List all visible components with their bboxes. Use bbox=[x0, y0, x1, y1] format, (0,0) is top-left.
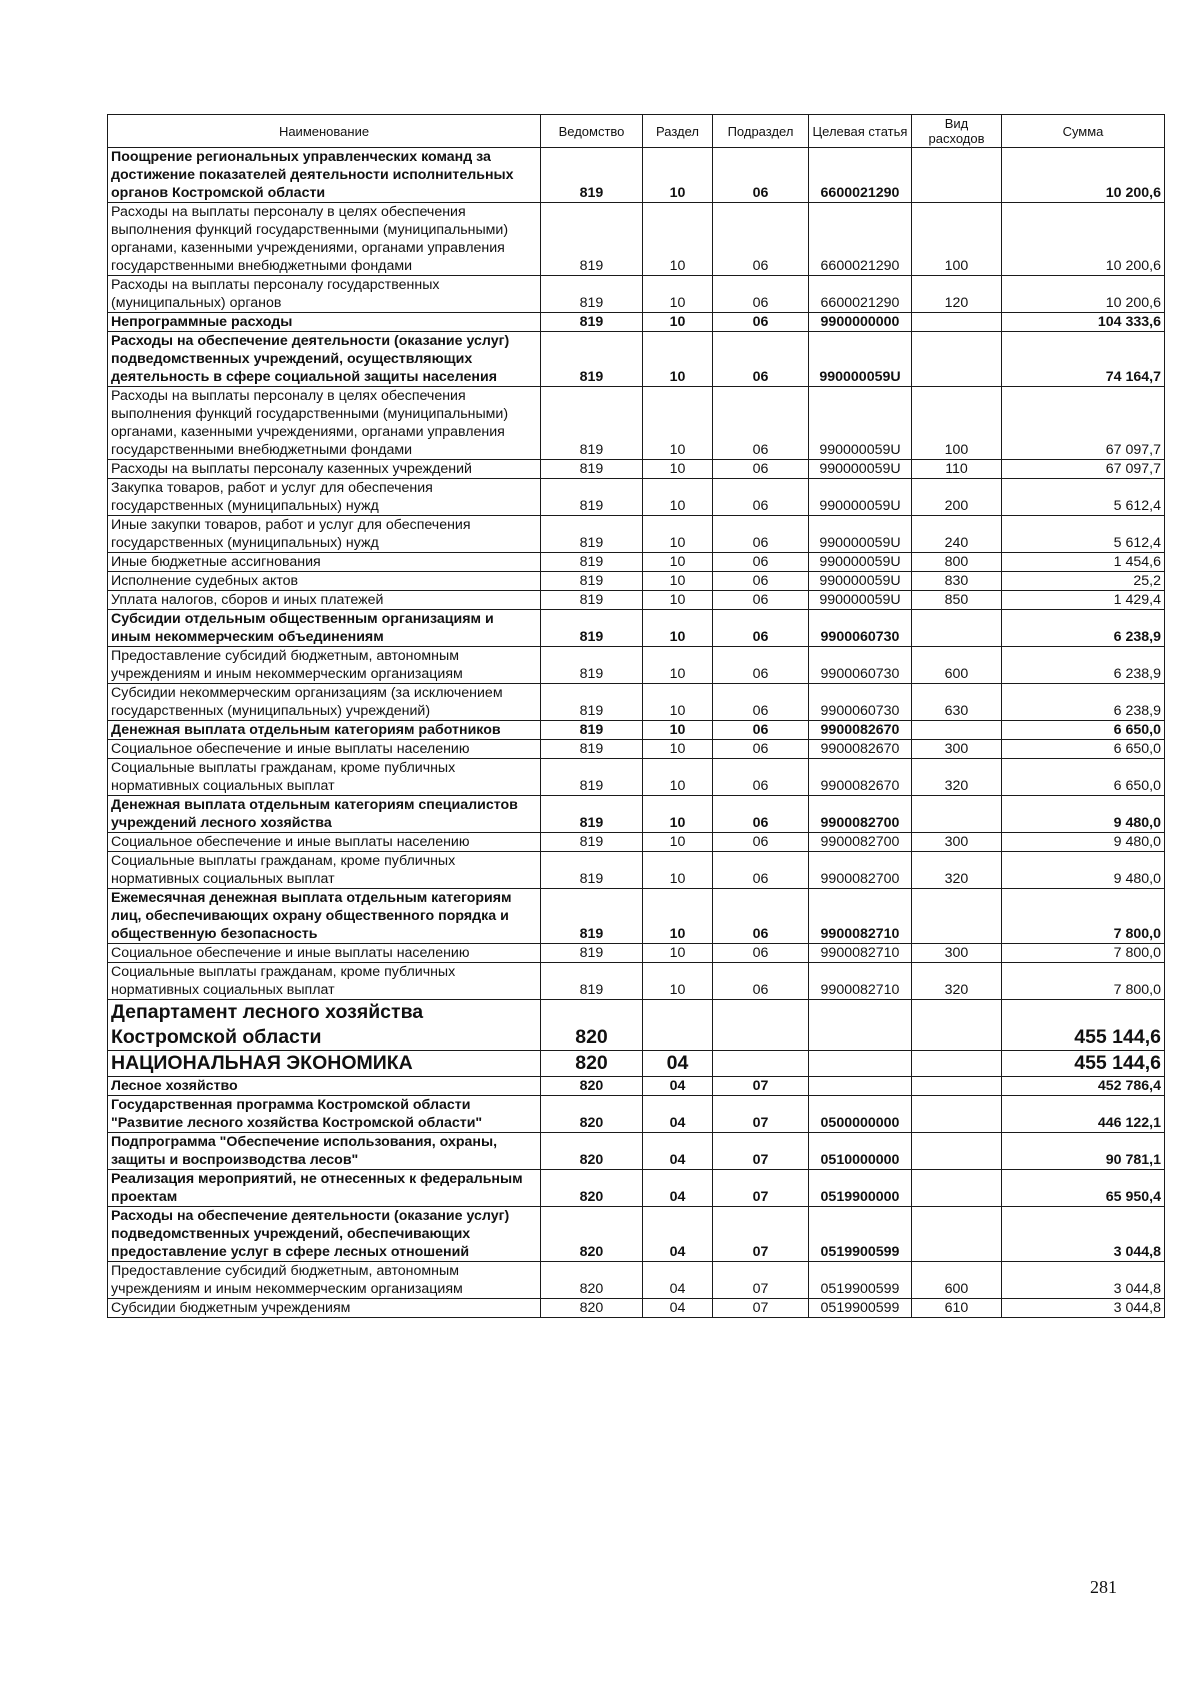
cell-section: 04 bbox=[643, 1077, 713, 1096]
cell-section: 10 bbox=[643, 740, 713, 759]
cell-subsection: 06 bbox=[713, 332, 809, 387]
cell-dept: 820 bbox=[541, 1051, 643, 1077]
cell-sum: 10 200,6 bbox=[1002, 276, 1165, 313]
cell-target bbox=[809, 1077, 912, 1096]
cell-section: 10 bbox=[643, 721, 713, 740]
cell-subsection: 06 bbox=[713, 963, 809, 1000]
cell-target: 9900082670 bbox=[809, 759, 912, 796]
cell-name: Субсидии некоммерческим организациям (за исключением государственных (муниципальных) учреждений) bbox=[108, 684, 541, 721]
cell-section: 10 bbox=[643, 852, 713, 889]
cell-sum: 67 097,7 bbox=[1002, 460, 1165, 479]
cell-dept: 819 bbox=[541, 852, 643, 889]
cell-name: Департамент лесного хозяйства Костромской области bbox=[108, 1000, 541, 1051]
cell-target: 6600021290 bbox=[809, 203, 912, 276]
table-row bbox=[108, 276, 1165, 313]
cell-target: 990000059U bbox=[809, 591, 912, 610]
cell-sum: 6 238,9 bbox=[1002, 684, 1165, 721]
cell-sum: 104 333,6 bbox=[1002, 313, 1165, 332]
cell-section: 10 bbox=[643, 833, 713, 852]
cell-section bbox=[643, 1000, 713, 1051]
cell-name: НАЦИОНАЛЬНАЯ ЭКОНОМИКА bbox=[108, 1051, 541, 1077]
cell-dept: 820 bbox=[541, 1000, 643, 1051]
cell-subsection: 06 bbox=[713, 516, 809, 553]
header-subsection: Подраздел bbox=[713, 115, 809, 148]
budget-table bbox=[107, 114, 1165, 1318]
cell-exp-type bbox=[912, 1000, 1002, 1051]
cell-target: 990000059U bbox=[809, 387, 912, 460]
cell-exp-type: 600 bbox=[912, 1262, 1002, 1299]
cell-sum: 25,2 bbox=[1002, 572, 1165, 591]
table-row bbox=[108, 387, 1165, 460]
cell-name: Иные закупки товаров, работ и услуг для обеспечения государственных (муниципальных) нужд bbox=[108, 516, 541, 553]
table-row bbox=[108, 553, 1165, 572]
cell-target: 0519900599 bbox=[809, 1207, 912, 1262]
cell-subsection: 06 bbox=[713, 852, 809, 889]
cell-subsection: 07 bbox=[713, 1207, 809, 1262]
cell-section: 10 bbox=[643, 684, 713, 721]
table-row bbox=[108, 1051, 1165, 1077]
header-sum: Сумма bbox=[1002, 115, 1165, 148]
cell-section: 04 bbox=[643, 1299, 713, 1318]
cell-sum: 6 650,0 bbox=[1002, 740, 1165, 759]
cell-subsection: 06 bbox=[713, 647, 809, 684]
cell-sum: 3 044,8 bbox=[1002, 1207, 1165, 1262]
cell-dept: 819 bbox=[541, 516, 643, 553]
cell-section: 10 bbox=[643, 944, 713, 963]
cell-sum: 9 480,0 bbox=[1002, 796, 1165, 833]
cell-exp-type: 320 bbox=[912, 963, 1002, 1000]
cell-sum: 6 650,0 bbox=[1002, 759, 1165, 796]
cell-target: 9900060730 bbox=[809, 647, 912, 684]
table-row bbox=[108, 610, 1165, 647]
cell-name: Уплата налогов, сборов и иных платежей bbox=[108, 591, 541, 610]
cell-section: 10 bbox=[643, 572, 713, 591]
cell-dept: 820 bbox=[541, 1096, 643, 1133]
cell-subsection: 06 bbox=[713, 572, 809, 591]
cell-name: Поощрение региональных управленческих команд за достижение показателей деятельности исполнительных органов Костромской области bbox=[108, 148, 541, 203]
cell-subsection: 07 bbox=[713, 1096, 809, 1133]
cell-section: 10 bbox=[643, 796, 713, 833]
cell-target: 9900082670 bbox=[809, 721, 912, 740]
cell-sum: 7 800,0 bbox=[1002, 944, 1165, 963]
cell-dept: 819 bbox=[541, 647, 643, 684]
cell-section: 10 bbox=[643, 313, 713, 332]
cell-section: 04 bbox=[643, 1133, 713, 1170]
cell-target: 0519900599 bbox=[809, 1262, 912, 1299]
cell-dept: 819 bbox=[541, 944, 643, 963]
cell-dept: 819 bbox=[541, 479, 643, 516]
cell-dept: 819 bbox=[541, 387, 643, 460]
cell-name: Ежемесячная денежная выплата отдельным категориям лиц, обеспечивающих охрану общественного порядка и общественную безопасность bbox=[108, 889, 541, 944]
cell-target: 0500000000 bbox=[809, 1096, 912, 1133]
cell-exp-type: 830 bbox=[912, 572, 1002, 591]
table-row bbox=[108, 1262, 1165, 1299]
cell-section: 10 bbox=[643, 553, 713, 572]
cell-dept: 819 bbox=[541, 796, 643, 833]
cell-exp-type: 630 bbox=[912, 684, 1002, 721]
cell-exp-type: 110 bbox=[912, 460, 1002, 479]
table-row bbox=[108, 721, 1165, 740]
cell-exp-type: 300 bbox=[912, 740, 1002, 759]
cell-section: 10 bbox=[643, 460, 713, 479]
cell-exp-type bbox=[912, 1051, 1002, 1077]
cell-target: 9900082670 bbox=[809, 740, 912, 759]
header-target: Целевая статья bbox=[809, 115, 912, 148]
table-row bbox=[108, 944, 1165, 963]
cell-target: 990000059U bbox=[809, 332, 912, 387]
cell-sum: 455 144,6 bbox=[1002, 1000, 1165, 1051]
cell-target bbox=[809, 1000, 912, 1051]
cell-target: 9900000000 bbox=[809, 313, 912, 332]
header-dept: Ведомство bbox=[541, 115, 643, 148]
table-row bbox=[108, 889, 1165, 944]
table-row bbox=[108, 572, 1165, 591]
cell-subsection: 06 bbox=[713, 740, 809, 759]
cell-name: Предоставление субсидий бюджетным, автономным учреждениям и иным некоммерческим организациям bbox=[108, 1262, 541, 1299]
table-row bbox=[108, 332, 1165, 387]
cell-target: 9900082710 bbox=[809, 944, 912, 963]
table-row bbox=[108, 852, 1165, 889]
cell-name: Предоставление субсидий бюджетным, автономным учреждениям и иным некоммерческим организациям bbox=[108, 647, 541, 684]
cell-name: Расходы на выплаты персоналу казенных учреждений bbox=[108, 460, 541, 479]
cell-name: Иные бюджетные ассигнования bbox=[108, 553, 541, 572]
cell-section: 10 bbox=[643, 759, 713, 796]
cell-dept: 819 bbox=[541, 610, 643, 647]
cell-subsection: 06 bbox=[713, 460, 809, 479]
header-exp-type: Вид расходов bbox=[912, 115, 1002, 148]
table-row bbox=[108, 516, 1165, 553]
cell-subsection: 06 bbox=[713, 889, 809, 944]
cell-section: 04 bbox=[643, 1051, 713, 1077]
cell-name: Лесное хозяйство bbox=[108, 1077, 541, 1096]
cell-exp-type: 320 bbox=[912, 759, 1002, 796]
cell-name: Субсидии бюджетным учреждениям bbox=[108, 1299, 541, 1318]
cell-section: 04 bbox=[643, 1096, 713, 1133]
cell-section: 10 bbox=[643, 963, 713, 1000]
table-row bbox=[108, 1207, 1165, 1262]
cell-section: 10 bbox=[643, 610, 713, 647]
cell-section: 10 bbox=[643, 203, 713, 276]
cell-subsection: 06 bbox=[713, 203, 809, 276]
cell-target bbox=[809, 1051, 912, 1077]
cell-exp-type bbox=[912, 610, 1002, 647]
cell-name: Реализация мероприятий, не отнесенных к федеральным проектам bbox=[108, 1170, 541, 1207]
cell-dept: 819 bbox=[541, 572, 643, 591]
cell-name: Подпрограмма "Обеспечение использования, охраны, защиты и воспроизводства лесов" bbox=[108, 1133, 541, 1170]
table-row bbox=[108, 759, 1165, 796]
table-row bbox=[108, 1096, 1165, 1133]
cell-sum: 9 480,0 bbox=[1002, 833, 1165, 852]
table-body bbox=[108, 148, 1165, 1318]
cell-exp-type: 610 bbox=[912, 1299, 1002, 1318]
cell-dept: 819 bbox=[541, 759, 643, 796]
cell-subsection: 06 bbox=[713, 759, 809, 796]
cell-exp-type bbox=[912, 1170, 1002, 1207]
cell-name: Расходы на выплаты персоналу в целях обеспечения выполнения функций государственными (муниципальными) органами, казенными учреждениями, органами управления государственными внебюджетными фондами bbox=[108, 387, 541, 460]
cell-name: Расходы на обеспечение деятельности (оказание услуг) подведомственных учреждений, осуществляющих деятельность в сфере социальной защиты населения bbox=[108, 332, 541, 387]
cell-dept: 819 bbox=[541, 332, 643, 387]
table-row bbox=[108, 203, 1165, 276]
cell-exp-type bbox=[912, 1096, 1002, 1133]
cell-exp-type bbox=[912, 889, 1002, 944]
cell-name: Закупка товаров, работ и услуг для обеспечения государственных (муниципальных) нужд bbox=[108, 479, 541, 516]
cell-dept: 819 bbox=[541, 591, 643, 610]
cell-exp-type: 320 bbox=[912, 852, 1002, 889]
cell-dept: 819 bbox=[541, 553, 643, 572]
cell-dept: 819 bbox=[541, 963, 643, 1000]
cell-section: 04 bbox=[643, 1207, 713, 1262]
cell-exp-type bbox=[912, 332, 1002, 387]
table-row bbox=[108, 479, 1165, 516]
table-row bbox=[108, 796, 1165, 833]
header-name: Наименование bbox=[108, 115, 541, 148]
cell-target: 990000059U bbox=[809, 572, 912, 591]
cell-sum: 1 429,4 bbox=[1002, 591, 1165, 610]
cell-exp-type: 240 bbox=[912, 516, 1002, 553]
cell-name: Социальные выплаты гражданам, кроме публичных нормативных социальных выплат bbox=[108, 759, 541, 796]
cell-sum: 9 480,0 bbox=[1002, 852, 1165, 889]
cell-name: Расходы на выплаты персоналу государственных (муниципальных) органов bbox=[108, 276, 541, 313]
cell-subsection bbox=[713, 1000, 809, 1051]
cell-dept: 820 bbox=[541, 1299, 643, 1318]
cell-target: 9900082700 bbox=[809, 833, 912, 852]
cell-dept: 819 bbox=[541, 684, 643, 721]
cell-sum: 455 144,6 bbox=[1002, 1051, 1165, 1077]
cell-exp-type bbox=[912, 1133, 1002, 1170]
cell-target: 0519900599 bbox=[809, 1299, 912, 1318]
cell-subsection: 06 bbox=[713, 276, 809, 313]
cell-exp-type: 100 bbox=[912, 203, 1002, 276]
cell-name: Непрограммные расходы bbox=[108, 313, 541, 332]
cell-dept: 820 bbox=[541, 1262, 643, 1299]
cell-sum: 5 612,4 bbox=[1002, 479, 1165, 516]
cell-subsection: 06 bbox=[713, 796, 809, 833]
table-row bbox=[108, 591, 1165, 610]
cell-sum: 5 612,4 bbox=[1002, 516, 1165, 553]
cell-section: 10 bbox=[643, 479, 713, 516]
table-row bbox=[108, 833, 1165, 852]
cell-subsection: 06 bbox=[713, 479, 809, 516]
cell-section: 04 bbox=[643, 1170, 713, 1207]
cell-sum: 10 200,6 bbox=[1002, 148, 1165, 203]
cell-name: Государственная программа Костромской области "Развитие лесного хозяйства Костромской области" bbox=[108, 1096, 541, 1133]
cell-subsection: 06 bbox=[713, 684, 809, 721]
cell-name: Субсидии отдельным общественным организациям и иным некоммерческим объединениям bbox=[108, 610, 541, 647]
cell-sum: 3 044,8 bbox=[1002, 1299, 1165, 1318]
header-row bbox=[108, 115, 1165, 148]
cell-target: 990000059U bbox=[809, 516, 912, 553]
cell-dept: 820 bbox=[541, 1170, 643, 1207]
cell-exp-type bbox=[912, 148, 1002, 203]
cell-target: 6600021290 bbox=[809, 148, 912, 203]
cell-dept: 820 bbox=[541, 1207, 643, 1262]
cell-target: 9900060730 bbox=[809, 684, 912, 721]
cell-sum: 1 454,6 bbox=[1002, 553, 1165, 572]
cell-target: 990000059U bbox=[809, 553, 912, 572]
cell-sum: 90 781,1 bbox=[1002, 1133, 1165, 1170]
cell-sum: 452 786,4 bbox=[1002, 1077, 1165, 1096]
cell-dept: 820 bbox=[541, 1133, 643, 1170]
header-section: Раздел bbox=[643, 115, 713, 148]
cell-name: Социальное обеспечение и иные выплаты населению bbox=[108, 833, 541, 852]
cell-name: Социальные выплаты гражданам, кроме публичных нормативных социальных выплат bbox=[108, 963, 541, 1000]
cell-name: Денежная выплата отдельным категориям специалистов учреждений лесного хозяйства bbox=[108, 796, 541, 833]
cell-subsection bbox=[713, 1051, 809, 1077]
table-row bbox=[108, 1077, 1165, 1096]
cell-name: Социальное обеспечение и иные выплаты населению bbox=[108, 740, 541, 759]
cell-target: 0510000000 bbox=[809, 1133, 912, 1170]
cell-dept: 819 bbox=[541, 889, 643, 944]
cell-name: Денежная выплата отдельным категориям работников bbox=[108, 721, 541, 740]
cell-sum: 3 044,8 bbox=[1002, 1262, 1165, 1299]
cell-target: 9900082710 bbox=[809, 963, 912, 1000]
cell-sum: 67 097,7 bbox=[1002, 387, 1165, 460]
cell-sum: 65 950,4 bbox=[1002, 1170, 1165, 1207]
cell-section: 04 bbox=[643, 1262, 713, 1299]
cell-dept: 819 bbox=[541, 460, 643, 479]
table-header bbox=[108, 115, 1165, 148]
cell-subsection: 07 bbox=[713, 1133, 809, 1170]
cell-subsection: 06 bbox=[713, 610, 809, 647]
cell-name: Социальное обеспечение и иные выплаты населению bbox=[108, 944, 541, 963]
cell-subsection: 06 bbox=[713, 148, 809, 203]
cell-dept: 820 bbox=[541, 1077, 643, 1096]
cell-dept: 819 bbox=[541, 203, 643, 276]
table-row bbox=[108, 148, 1165, 203]
page-number: 281 bbox=[1090, 1577, 1117, 1597]
cell-exp-type bbox=[912, 313, 1002, 332]
cell-subsection: 06 bbox=[713, 591, 809, 610]
cell-dept: 819 bbox=[541, 313, 643, 332]
cell-subsection: 06 bbox=[713, 387, 809, 460]
cell-exp-type: 120 bbox=[912, 276, 1002, 313]
cell-exp-type: 800 bbox=[912, 553, 1002, 572]
cell-dept: 819 bbox=[541, 833, 643, 852]
cell-section: 10 bbox=[643, 516, 713, 553]
cell-sum: 6 238,9 bbox=[1002, 610, 1165, 647]
cell-section: 10 bbox=[643, 647, 713, 684]
cell-sum: 10 200,6 bbox=[1002, 203, 1165, 276]
cell-dept: 819 bbox=[541, 276, 643, 313]
table-row bbox=[108, 1133, 1165, 1170]
cell-dept: 819 bbox=[541, 740, 643, 759]
cell-subsection: 06 bbox=[713, 944, 809, 963]
cell-sum: 6 238,9 bbox=[1002, 647, 1165, 684]
cell-exp-type bbox=[912, 1207, 1002, 1262]
table-row bbox=[108, 460, 1165, 479]
cell-subsection: 06 bbox=[713, 833, 809, 852]
cell-exp-type: 300 bbox=[912, 833, 1002, 852]
cell-target: 6600021290 bbox=[809, 276, 912, 313]
cell-exp-type bbox=[912, 796, 1002, 833]
cell-target: 0519900000 bbox=[809, 1170, 912, 1207]
cell-target: 990000059U bbox=[809, 460, 912, 479]
table-row bbox=[108, 684, 1165, 721]
cell-subsection: 06 bbox=[713, 313, 809, 332]
table-row bbox=[108, 740, 1165, 759]
cell-subsection: 07 bbox=[713, 1170, 809, 1207]
cell-subsection: 07 bbox=[713, 1299, 809, 1318]
cell-exp-type: 850 bbox=[912, 591, 1002, 610]
cell-target: 9900082700 bbox=[809, 852, 912, 889]
cell-name: Расходы на обеспечение деятельности (оказание услуг) подведомственных учреждений, обеспечивающих предоставление услуг в сфере лесных отношений bbox=[108, 1207, 541, 1262]
cell-dept: 819 bbox=[541, 148, 643, 203]
table-row bbox=[108, 963, 1165, 1000]
cell-section: 10 bbox=[643, 276, 713, 313]
cell-subsection: 07 bbox=[713, 1262, 809, 1299]
cell-section: 10 bbox=[643, 591, 713, 610]
cell-target: 9900060730 bbox=[809, 610, 912, 647]
cell-sum: 7 800,0 bbox=[1002, 963, 1165, 1000]
cell-exp-type bbox=[912, 1077, 1002, 1096]
cell-name: Социальные выплаты гражданам, кроме публичных нормативных социальных выплат bbox=[108, 852, 541, 889]
table-row bbox=[108, 1299, 1165, 1318]
cell-exp-type: 600 bbox=[912, 647, 1002, 684]
cell-section: 10 bbox=[643, 387, 713, 460]
cell-target: 9900082710 bbox=[809, 889, 912, 944]
cell-exp-type bbox=[912, 721, 1002, 740]
table-row bbox=[108, 1170, 1165, 1207]
cell-section: 10 bbox=[643, 332, 713, 387]
cell-exp-type: 300 bbox=[912, 944, 1002, 963]
cell-sum: 74 164,7 bbox=[1002, 332, 1165, 387]
cell-subsection: 06 bbox=[713, 721, 809, 740]
cell-subsection: 07 bbox=[713, 1077, 809, 1096]
cell-name: Исполнение судебных актов bbox=[108, 572, 541, 591]
cell-exp-type: 200 bbox=[912, 479, 1002, 516]
table-row bbox=[108, 647, 1165, 684]
cell-target: 9900082700 bbox=[809, 796, 912, 833]
cell-sum: 6 650,0 bbox=[1002, 721, 1165, 740]
cell-sum: 7 800,0 bbox=[1002, 889, 1165, 944]
cell-section: 10 bbox=[643, 148, 713, 203]
cell-exp-type: 100 bbox=[912, 387, 1002, 460]
cell-dept: 819 bbox=[541, 721, 643, 740]
cell-subsection: 06 bbox=[713, 553, 809, 572]
cell-target: 990000059U bbox=[809, 479, 912, 516]
table-row bbox=[108, 313, 1165, 332]
cell-sum: 446 122,1 bbox=[1002, 1096, 1165, 1133]
cell-section: 10 bbox=[643, 889, 713, 944]
cell-name: Расходы на выплаты персоналу в целях обеспечения выполнения функций государственными (муниципальными) органами, казенными учреждениями, органами управления государственными внебюджетными фондами bbox=[108, 203, 541, 276]
table-row bbox=[108, 1000, 1165, 1051]
